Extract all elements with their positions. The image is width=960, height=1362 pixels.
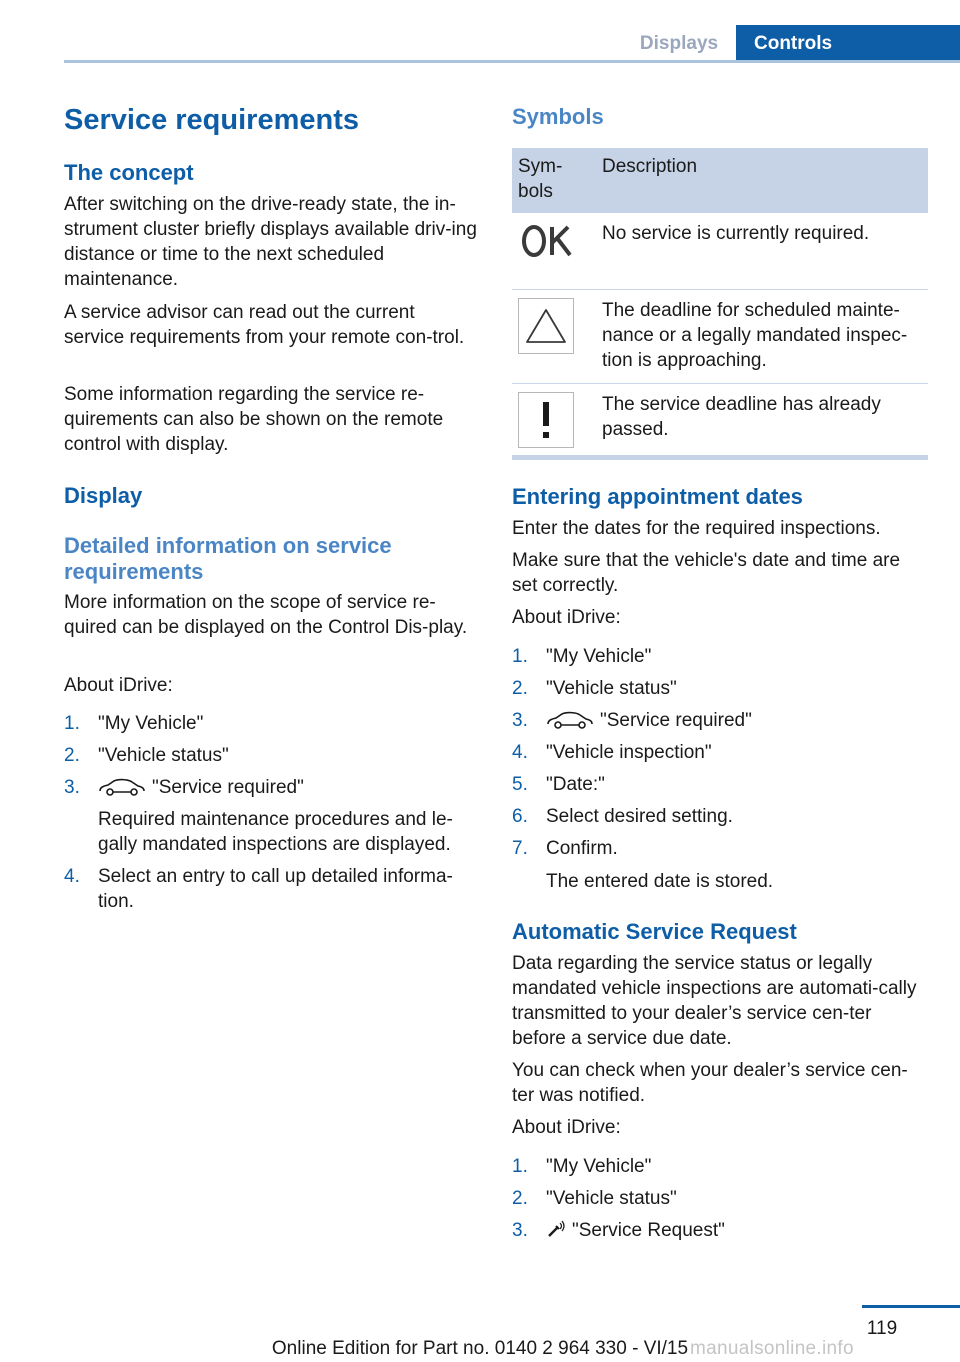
step-number: 2.	[64, 745, 80, 766]
warning-triangle-icon	[518, 298, 574, 354]
concept-paragraph-2: A service advisor can read out the current service requirements from your remote con-trol.	[64, 302, 465, 348]
concept-heading: The concept	[64, 160, 194, 185]
list-item	[512, 708, 928, 733]
symbols-table	[512, 148, 928, 458]
exclamation-icon	[518, 392, 574, 448]
appointment-paragraph-2: Make sure that the vehicle's date and time are set correctly.	[512, 550, 901, 596]
list-item	[512, 740, 928, 765]
appointment-heading: Entering appointment dates	[512, 484, 803, 509]
header-divider	[64, 60, 960, 63]
step-number: 5.	[512, 774, 528, 795]
footer-edition: Online Edition for Part no. 0140 2 964 330 - VI/15	[271, 1338, 689, 1359]
list-item	[512, 804, 928, 829]
step-number: 2.	[512, 1188, 528, 1209]
list-item	[64, 864, 479, 914]
appointment-steps-list	[512, 644, 928, 894]
page-header	[0, 0, 960, 64]
step-subtext: The entered date is stored.	[546, 871, 774, 892]
table-cell-symbol	[512, 289, 596, 383]
step-number: 4.	[64, 866, 80, 887]
list-item	[64, 775, 479, 857]
step-number: 1.	[512, 1156, 528, 1177]
page-number: 119	[866, 1318, 898, 1339]
step-text: Select an entry to call up detailed informa-tion.	[98, 866, 453, 912]
table-cell-description: The service deadline has already passed.	[602, 393, 881, 440]
step-text: "Vehicle status"	[546, 678, 677, 699]
left-steps-list	[64, 711, 479, 914]
step-text: "Date:"	[546, 774, 605, 795]
symbols-heading: Symbols	[512, 104, 604, 129]
table-row	[512, 289, 928, 383]
table-cell-description: The deadline for scheduled mainte-nance or a legally mandated inspec-tion is approaching.	[596, 289, 928, 383]
header-tab-displays[interactable]: Displays	[639, 33, 719, 54]
step-number: 2.	[512, 678, 528, 699]
step-text: "Vehicle status"	[98, 745, 229, 766]
step-text: "My Vehicle"	[546, 1156, 652, 1177]
detailed-info-heading: Detailed information on service requirements	[64, 533, 392, 584]
step-text: "Service required"	[600, 710, 752, 731]
footer-rule	[862, 1305, 960, 1308]
asr-paragraph-1: Data regarding the service status or legally mandated vehicle inspections are automati-cally transmitted to your dealer’s service cen-ter before a service due date.	[512, 953, 917, 1049]
list-item	[512, 1218, 928, 1243]
asr-heading: Automatic Service Request	[512, 919, 797, 944]
watermark: manualsonline.info	[690, 1338, 854, 1359]
step-text: "Service Request"	[572, 1220, 725, 1241]
table-cell-symbol	[512, 213, 596, 289]
step-number: 1.	[64, 713, 80, 734]
step-number: 3.	[512, 1220, 528, 1241]
table-header-description: Description	[596, 148, 928, 213]
list-item	[512, 836, 928, 894]
display-heading: Display	[64, 483, 143, 508]
step-text: Confirm.	[546, 838, 618, 859]
detailed-info-paragraph: More information on the scope of service re-quired can be displayed on the Control Dis-play.	[64, 592, 468, 638]
list-item	[512, 644, 928, 669]
table-header-row	[512, 148, 928, 213]
table-header-symbols: Sym-bols	[512, 148, 596, 213]
step-subtext: Required maintenance procedures and le-gally mandated inspections are displayed.	[98, 809, 453, 855]
wrench-icon	[546, 1219, 566, 1239]
table-bottom-rule	[512, 455, 928, 460]
asr-steps-list	[512, 1154, 928, 1243]
symbols-table-wrap	[512, 148, 928, 458]
list-item	[512, 772, 928, 797]
step-text: "My Vehicle"	[98, 713, 204, 734]
table-cell-description: No service is currently required.	[596, 213, 928, 289]
list-item	[512, 1154, 928, 1179]
asr-paragraph-2: You can check when your dealer’s service cen-ter was notified.	[512, 1060, 908, 1106]
car-icon	[546, 710, 594, 730]
step-number: 4.	[512, 742, 528, 763]
concept-paragraph-3: Some information regarding the service re-quirements can also be shown on the remote control with display.	[64, 384, 444, 455]
step-number: 3.	[512, 710, 528, 731]
car-icon	[98, 777, 146, 797]
list-item	[512, 1186, 928, 1211]
step-number: 7.	[512, 838, 528, 859]
table-row	[512, 213, 928, 289]
table-cell-symbol	[512, 383, 596, 458]
step-number: 3.	[64, 777, 80, 798]
step-text: "Vehicle status"	[546, 1188, 677, 1209]
step-number: 6.	[512, 806, 528, 827]
table-row	[512, 383, 928, 458]
about-idrive-label: About iDrive:	[64, 675, 173, 696]
step-text: "Service required"	[152, 777, 304, 798]
step-number: 1.	[512, 646, 528, 667]
header-tab-controls[interactable]: Controls	[736, 25, 960, 62]
appointment-paragraph-1: Enter the dates for the required inspections.	[512, 518, 881, 539]
concept-paragraph-1: After switching on the drive-ready state, the in-strument cluster briefly displays available driv-ing distance or time to the next scheduled maintenance.	[64, 194, 477, 290]
list-item	[64, 743, 479, 768]
step-text: "My Vehicle"	[546, 646, 652, 667]
about-idrive-label: About iDrive:	[512, 607, 621, 628]
page-title: Service requirements	[64, 104, 359, 136]
step-text: Select desired setting.	[546, 806, 733, 827]
step-text: "Vehicle inspection"	[546, 742, 712, 763]
list-item	[512, 676, 928, 701]
ok-icon	[518, 221, 574, 261]
about-idrive-label: About iDrive:	[512, 1117, 621, 1138]
list-item	[64, 711, 479, 736]
